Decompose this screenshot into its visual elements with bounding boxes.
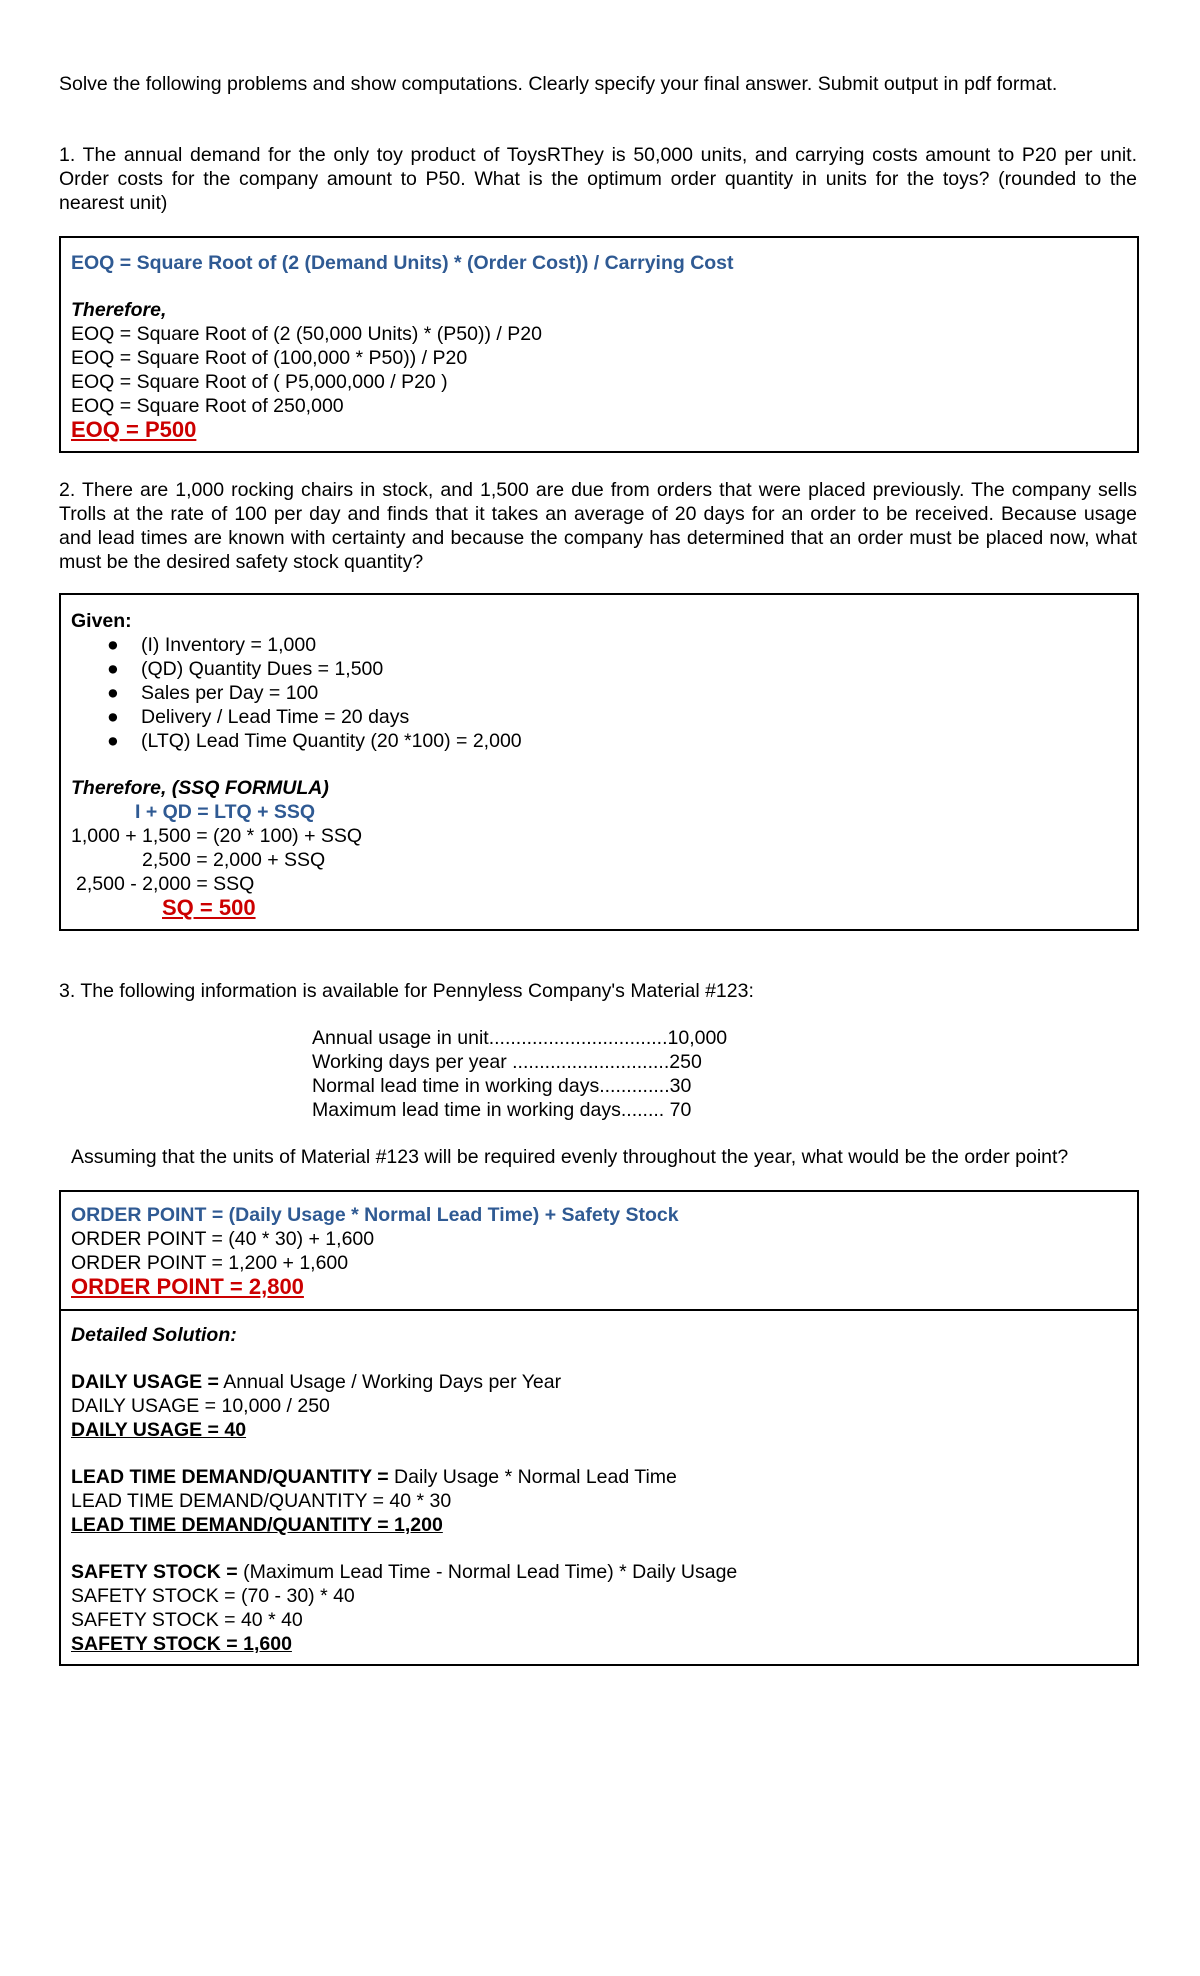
lead-time-result: LEAD TIME DEMAND/QUANTITY = 1,200 xyxy=(71,1514,443,1536)
eoq-step-3: EOQ = Square Root of ( P5,000,000 / P20 ) xyxy=(71,371,448,393)
lead-time-formula xyxy=(71,1465,677,1489)
given-label: Given: xyxy=(71,610,132,632)
info-maximum-lead-time: Maximum lead time in working days........ 70 xyxy=(312,1099,692,1121)
eoq-answer: EOQ = P500 xyxy=(71,417,197,442)
given-item: (LTQ) Lead Time Quantity (20 *100) = 2,000 xyxy=(141,730,522,752)
instructions: Solve the following problems and show computations. Clearly specify your final answer. Submit output in pdf format. xyxy=(59,73,1058,95)
lead-time-formula-text: Daily Usage * Normal Lead Time xyxy=(388,1466,677,1488)
safety-stock-formula-text: (Maximum Lead Time - Normal Lead Time) * Daily Usage xyxy=(237,1561,738,1583)
given-item: Delivery / Lead Time = 20 days xyxy=(141,706,410,728)
info-working-days: Working days per year .............................250 xyxy=(312,1051,702,1073)
question-2-line-3: and lead times are known with certainty and because the company has determined that an order must be placed now, what xyxy=(59,527,1137,549)
given-item: Sales per Day = 100 xyxy=(141,682,319,704)
bullet-icon: ● xyxy=(107,658,119,680)
safety-stock-step-2: SAFETY STOCK = 40 * 40 xyxy=(71,1609,303,1631)
question-1-line-2: Order costs for the company amount to P50. What is the optimum order quantity in units for the toys? (rounded to the xyxy=(59,168,1137,190)
section-divider xyxy=(61,1309,1137,1311)
given-item: (I) Inventory = 1,000 xyxy=(141,634,317,656)
bullet-icon: ● xyxy=(107,730,119,752)
safety-stock-formula xyxy=(71,1560,737,1584)
question-3-heading: 3. The following information is available for Pennyless Company's Material #123: xyxy=(59,980,754,1002)
answer-box-2 xyxy=(59,593,1139,931)
lead-time-step: LEAD TIME DEMAND/QUANTITY = 40 * 30 xyxy=(71,1490,452,1512)
bullet-icon: ● xyxy=(107,634,119,656)
eoq-step-4: EOQ = Square Root of 250,000 xyxy=(71,395,344,417)
question-2-line-1: 2. There are 1,000 rocking chairs in stock, and 1,500 are due from orders that were placed previously. The company sells xyxy=(59,479,1137,501)
eoq-step-1: EOQ = Square Root of (2 (50,000 Units) * (P50)) / P20 xyxy=(71,323,542,345)
info-annual-usage: Annual usage in unit.................................10,000 xyxy=(312,1027,728,1049)
bullet-icon: ● xyxy=(107,706,119,728)
ssq-therefore-label: Therefore, (SSQ FORMULA) xyxy=(71,777,329,799)
eoq-step-2: EOQ = Square Root of (100,000 * P50)) / P20 xyxy=(71,347,468,369)
answer-box-3 xyxy=(59,1190,1139,1666)
ssq-formula: I + QD = LTQ + SSQ xyxy=(135,801,316,823)
order-point-formula: ORDER POINT = (Daily Usage * Normal Lead Time) + Safety Stock xyxy=(71,1204,679,1226)
daily-usage-label: DAILY USAGE = xyxy=(71,1371,219,1393)
info-normal-lead-time: Normal lead time in working days.............30 xyxy=(312,1075,692,1097)
ssq-step-3: 2,500 - 2,000 = SSQ xyxy=(76,873,255,895)
question-2-line-4: must be the desired safety stock quantity? xyxy=(59,551,424,573)
lead-time-label: LEAD TIME DEMAND/QUANTITY = xyxy=(71,1466,389,1488)
order-point-answer: ORDER POINT = 2,800 xyxy=(71,1274,304,1299)
safety-stock-step-1: SAFETY STOCK = (70 - 30) * 40 xyxy=(71,1585,355,1607)
safety-stock-label: SAFETY STOCK = xyxy=(71,1561,238,1583)
ssq-answer: SQ = 500 xyxy=(162,895,256,920)
detailed-solution-label: Detailed Solution: xyxy=(71,1324,237,1346)
ssq-step-2: 2,500 = 2,000 + SSQ xyxy=(142,849,326,871)
given-item: (QD) Quantity Dues = 1,500 xyxy=(141,658,384,680)
order-point-step-1: ORDER POINT = (40 * 30) + 1,600 xyxy=(71,1228,375,1250)
daily-usage-result: DAILY USAGE = 40 xyxy=(71,1419,247,1441)
bullet-icon: ● xyxy=(107,682,119,704)
ssq-step-1: 1,000 + 1,500 = (20 * 100) + SSQ xyxy=(71,825,363,847)
question-1-line-1: 1. The annual demand for the only toy product of ToysRThey is 50,000 units, and carrying costs amount to P20 per unit. xyxy=(59,144,1137,166)
question-3-question: Assuming that the units of Material #123 will be required evenly throughout the year, what would be the order point? xyxy=(71,1146,1069,1168)
daily-usage-formula xyxy=(71,1370,561,1394)
safety-stock-result: SAFETY STOCK = 1,600 xyxy=(71,1633,292,1655)
question-2-line-2: Trolls at the rate of 100 per day and finds that it takes an average of 20 days for an order to be received. Because usage xyxy=(59,503,1137,525)
answer-box-1 xyxy=(59,236,1139,453)
therefore-label: Therefore, xyxy=(71,299,167,321)
order-point-step-2: ORDER POINT = 1,200 + 1,600 xyxy=(71,1252,349,1274)
daily-usage-step: DAILY USAGE = 10,000 / 250 xyxy=(71,1395,330,1417)
daily-usage-formula-text: Annual Usage / Working Days per Year xyxy=(218,1371,562,1393)
question-1-line-3: nearest unit) xyxy=(59,192,168,214)
eoq-formula: EOQ = Square Root of (2 (Demand Units) * (Order Cost)) / Carrying Cost xyxy=(71,252,734,274)
